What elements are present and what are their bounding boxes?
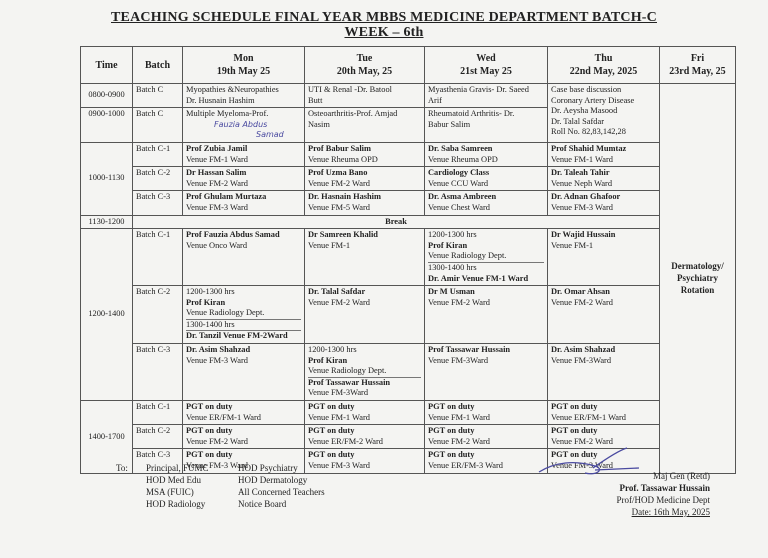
schedule-title: TEACHING SCHEDULE FINAL YEAR MBBS MEDICINE DEPARTMENT BATCH-C	[111, 10, 657, 25]
tue-cell: PGT on duty Venue FM-1 Ward	[305, 401, 425, 425]
signed-date: Date: 16th May, 2025	[631, 507, 710, 517]
tue-cell: Dr Samreen Khalid Venue FM-1	[305, 229, 425, 286]
wed-cell: Cardiology Class Venue CCU Ward	[425, 167, 548, 191]
recipient: HOD Med Edu	[146, 475, 201, 485]
break-cell: Break	[133, 215, 660, 229]
tue-cell: Osteoarthritis-Prof. Amjad Nasim	[305, 108, 425, 143]
mon-cell: Prof Ghulam Murtaza Venue FM-3 Ward	[183, 191, 305, 215]
wed-cell: Prof Tassawar Hussain Venue FM-3Ward	[425, 344, 548, 401]
to-label: To:	[116, 463, 128, 473]
signer-name: Prof. Tassawar Hussain	[619, 483, 710, 493]
tue-cell: UTI & Renal -Dr. Batool Butt	[305, 84, 425, 108]
col-mon: Mon 19th May 25	[183, 47, 305, 84]
mon-cell: Prof Fauzia Abdus Samad Venue Onco Ward	[183, 229, 305, 286]
schedule-table	[80, 46, 736, 474]
signer-rank: Maj Gen (Retd)	[653, 471, 710, 481]
recipient: HOD Radiology	[146, 499, 206, 509]
recipient: All Concerned Teachers	[238, 487, 325, 497]
thu-cell: PGT on duty Venue FM-2 Ward	[548, 425, 660, 449]
tue-cell: 1200-1300 hrs Prof Kiran Venue Radiology Dept. Prof Tassawar Hussain Venue FM-3Ward	[305, 344, 425, 401]
col-wed: Wed 21st May 25	[425, 47, 548, 84]
row-0800	[81, 84, 736, 108]
batch-cell: Batch C	[133, 84, 183, 108]
row-1000-c3	[81, 191, 736, 215]
recipient: HOD Psychiatry	[238, 463, 298, 473]
mon-cell: Myopathies &Neuropathies Dr. Husnain Hashim	[183, 84, 305, 108]
time-cell: 0800-0900	[81, 84, 133, 108]
wed-cell: 1200-1300 hrs Prof Kiran Venue Radiology Dept. 1300-1400 hrs Dr. Amir Venue FM-1 Ward	[425, 229, 548, 286]
batch-cell: Batch C-2	[133, 286, 183, 344]
mon-cell: Multiple Myeloma-Prof. Fauzia Abdus Samad	[183, 108, 305, 143]
wed-cell: Dr. Saba Samreen Venue Rheuma OPD	[425, 142, 548, 166]
thu-cell: Dr. Asim Shahzad Venue FM-3Ward	[548, 344, 660, 401]
thu-cell: PGT on duty Venue ER/FM-1 Ward	[548, 401, 660, 425]
recipients-list-1	[146, 462, 209, 510]
batch-cell: Batch C	[133, 108, 183, 143]
recipient: MSA (FUIC)	[146, 487, 194, 497]
recipients-list-2	[238, 462, 325, 510]
mon-cell: Dr. Asim Shahzad Venue FM-3 Ward	[183, 344, 305, 401]
row-1200-c3	[81, 344, 736, 401]
batch-cell: Batch C-3	[133, 191, 183, 215]
week-title: WEEK – 6th	[344, 25, 424, 40]
wed-cell: Rheumatoid Arthritis- Dr. Babur Salim	[425, 108, 548, 143]
row-1000-c1	[81, 142, 736, 166]
wed-cell: Dr M Usman Venue FM-2 Ward	[425, 286, 548, 344]
batch-cell: Batch C-1	[133, 229, 183, 286]
batch-cell: Batch C-1	[133, 142, 183, 166]
thu-cell: Dr. Adnan Ghafoor Venue FM-3 Ward	[548, 191, 660, 215]
recipient: Notice Board	[238, 499, 287, 509]
mon-cell: 1200-1300 hrs Prof Kiran Venue Radiology Dept. 1300-1400 hrs Dr. Tanzil Venue FM-2Ward	[183, 286, 305, 344]
row-break	[81, 215, 736, 229]
signer-title: Prof/HOD Medicine Dept	[616, 495, 710, 505]
batch-cell: Batch C-2	[133, 425, 183, 449]
wed-cell: PGT on duty Venue FM-2 Ward	[425, 425, 548, 449]
fri-rotation-cell: Dermatology/ Psychiatry Rotation	[660, 84, 736, 474]
col-fri: Fri 23rd May, 25	[660, 47, 736, 84]
time-cell: 0900-1000	[81, 108, 133, 143]
tue-cell: PGT on duty Venue ER/FM-2 Ward	[305, 425, 425, 449]
mon-cell: PGT on duty Venue FM-2 Ward	[183, 425, 305, 449]
thu-cell: Dr. Taleah Tahir Venue Neph Ward	[548, 167, 660, 191]
thu-cell: Dr Wajid Hussain Venue FM-1	[548, 229, 660, 286]
mon-cell: Dr Hassan Salim Venue FM-2 Ward	[183, 167, 305, 191]
thu-cell: Dr. Omar Ahsan Venue FM-2 Ward	[548, 286, 660, 344]
tue-cell: Prof Babur Salim Venue Rheuma OPD	[305, 142, 425, 166]
header-row	[81, 47, 736, 84]
row-1400-c1	[81, 401, 736, 425]
col-tue: Tue 20th May, 25	[305, 47, 425, 84]
col-thu: Thu 22nd May, 2025	[548, 47, 660, 84]
col-batch: Batch	[133, 47, 183, 84]
signer-block	[590, 470, 710, 518]
time-cell: 1130-1200	[81, 215, 133, 229]
time-cell: 1000-1130	[81, 142, 133, 215]
tue-cell: Prof Uzma Bano Venue FM-2 Ward	[305, 167, 425, 191]
wed-cell: PGT on duty Venue FM-1 Ward	[425, 401, 548, 425]
row-1000-c2	[81, 167, 736, 191]
wed-cell: Dr. Asma Ambreen Venue Chest Ward	[425, 191, 548, 215]
row-1200-c2	[81, 286, 736, 344]
col-time: Time	[81, 47, 133, 84]
mon-cell: PGT on duty Venue ER/FM-1 Ward	[183, 401, 305, 425]
thu-cell: PGT on duty Venue FM-3 Ward	[548, 449, 660, 473]
thu-cell: Prof Shahid Mumtaz Venue FM-1 Ward	[548, 142, 660, 166]
row-1200-c1	[81, 229, 736, 286]
wed-cell: PGT on duty Venue ER/FM-3 Ward	[425, 449, 548, 473]
time-cell: 1200-1400	[81, 229, 133, 401]
batch-cell: Batch C-3	[133, 344, 183, 401]
recipient: HOD Dermatology	[238, 475, 308, 485]
tue-cell: Dr. Talal Safdar Venue FM-2 Ward	[305, 286, 425, 344]
mon-cell: PGT on duty Venue FM-3 Ward	[183, 449, 305, 473]
batch-cell: Batch C-3	[133, 449, 183, 473]
batch-cell: Batch C-2	[133, 167, 183, 191]
tue-cell: PGT on duty Venue FM-3 Ward	[305, 449, 425, 473]
tue-cell: Dr. Hasnain Hashim Venue FM-5 Ward	[305, 191, 425, 215]
thu-case-cell: Case base discussion Coronary Artery Disease Dr. Aeysha Masood Dr. Talal Safdar Roll No. 82,83,142,28	[548, 84, 660, 143]
wed-cell: Myasthenia Gravis- Dr. Saeed Arif	[425, 84, 548, 108]
recipient: Principal, FUMC	[146, 463, 209, 473]
mon-cell: Prof Zubia Jamil Venue FM-1 Ward	[183, 142, 305, 166]
time-cell: 1400-1700	[81, 401, 133, 474]
batch-cell: Batch C-1	[133, 401, 183, 425]
